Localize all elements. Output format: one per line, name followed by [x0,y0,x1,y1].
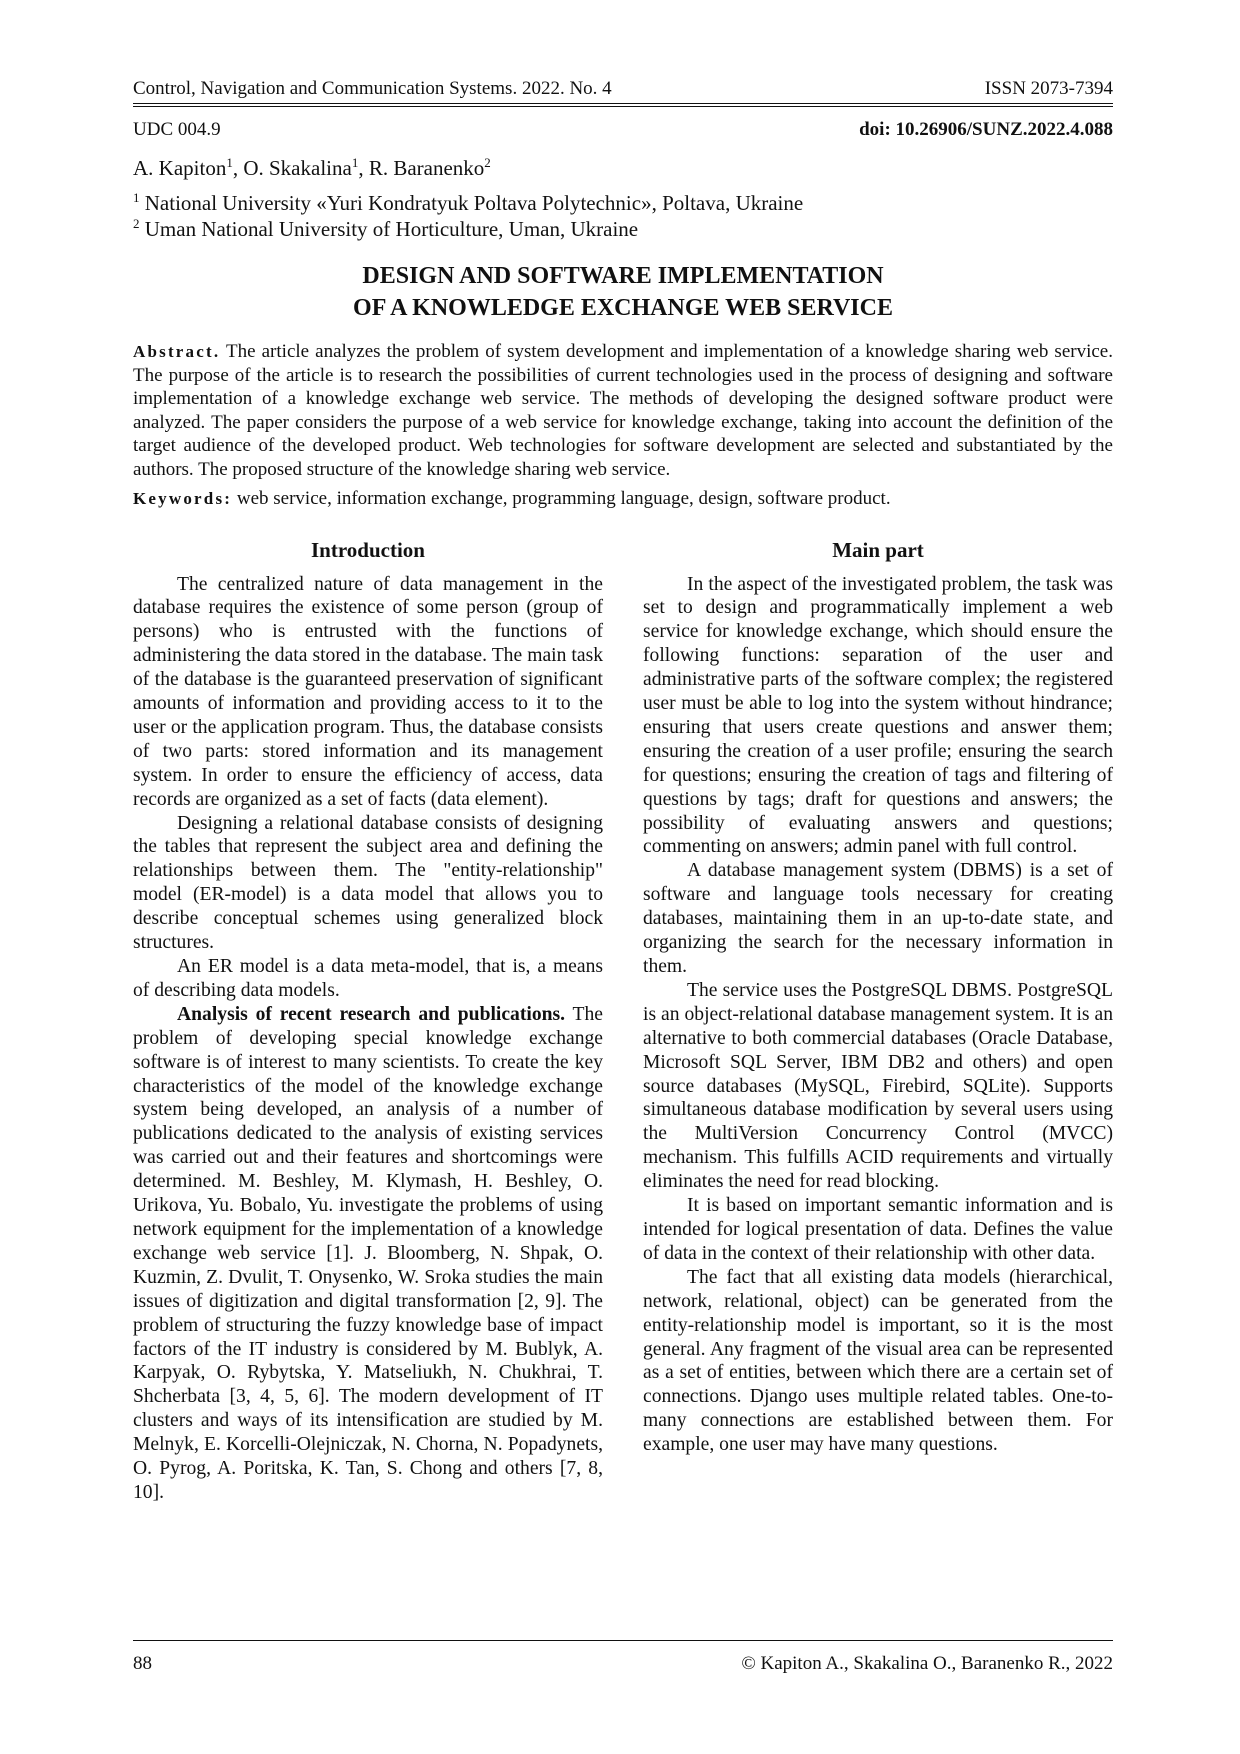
keywords-text: web service, information exchange, programming language, design, software product. [236,488,891,509]
keywords [133,487,1113,511]
issn: ISSN 2073-7394 [984,78,1113,99]
abstract-label: Abstract. [133,342,221,361]
affiliations [133,190,1113,242]
affiliation: $^1$ National University «Yuri Kondratyuk Poltava Polytechnic», Poltava, Ukraine [133,190,804,215]
footer-rule [133,1640,1113,1641]
header-rule [133,103,1113,104]
running-header [133,78,1113,100]
journal-name: Control, Navigation and Communication Systems. 2022. No. 4 [133,78,612,99]
paragraph: Analysis of recent research and publications. The problem of developing special knowledge exchange software is of interest to many scientists. To create the key characteristics of the model of the knowledge exchange system being developed, an analysis of a number of publications dedicated to the analysis of existing services was carried out and their features and shortcomings were determined. M. Beshley, M. Klymash, H. Beshley, O. Urikova, Yu. Bobalo, Yu. investigate the problems of using network equipment for the implementation of a knowledge exchange web service [1]. J. Bloomberg, N. Shpak, O. Kuzmin, Z. Dvulit, T. Onysenko, W. Sroka studies the main issues of digitization and digital transformation [2, 9]. The problem of structuring the fuzzy knowledge base of impact factors of the IT industry is considered by M. Bublyk, A. Karpyak, O. Rybytska, Y. Matseliukh, N. Chukhrai, T. Shcherbata [3, 4, 5, 6]. The modern development of IT clusters and ways of its intensification are studied by M. Melnyk, E. Korcelli-Olejniczak, N. Chorna, N. Popadynets, O. Pyrog, A. Poritska, K. Tan, S. Chong and others [7, 8, 10]. [133,1003,603,1503]
paragraph: It is based on important semantic information and is intended for logical presentation of data. Defines the value of data in the context of their relationship with other data. [643,1195,1113,1264]
author: O. Skakalina$^1$, [243,155,369,180]
page-footer [133,1640,1113,1675]
paragraph: An ER model is a data meta-model, that is, a means of describing data models. [133,956,603,1001]
paper-title [133,260,1113,324]
header-rule-thin [133,106,1113,107]
udc-doi-row [133,119,1113,141]
author: R. Baranenko$^2$ [368,155,491,180]
author: A. Kapiton$^1$, [133,155,244,180]
paragraph: The centralized nature of data management in the database requires the existence of some person (group of persons) who is entrusted with the functions of administering the data stored in the database. The main task of the database is the guaranteed preservation of significant amounts of information and providing access to it to the user or the application program. Thus, the database consists of two parts: stored information and its management system. In order to ensure the efficiency of access, data records are organized as a set of facts (data element). [133,573,603,810]
subsection-heading: Analysis of recent research and publications. [177,1003,566,1025]
footer-row [133,1653,1113,1675]
paragraph: In the aspect of the investigated problem, the task was set to design and programmatically implement a web service for knowledge exchange, which should ensure the following functions: separation of the user and administrative parts of the software complex; the registered user must be able to log into the system without hindrance; ensuring that users create questions and answer them; ensuring the creation of a user profile; ensuring the search for questions; ensuring the creation of tags and filtering of questions by tags; draft for questions and answers; the possibility of evaluating answers and questions; commenting on answers; admin panel with full control. [643,573,1113,858]
udc: UDC 004.9 [133,119,221,140]
paragraph: A database management system (DBMS) is a set of software and language tools necessary for creating databases, maintaining them in an up-to-date state, and organizing the search for the necessary information in them. [643,860,1113,977]
title-line: DESIGN AND SOFTWARE IMPLEMENTATION [362,263,884,289]
body-columns [133,537,1113,1505]
copyright: © Kapiton A., Skakalina O., Baranenko R., 2022 [741,1653,1113,1674]
abstract-text: The article analyzes the problem of system development and implementation of a knowledge sharing web service. The purpose of the article is to research the possibilities of current technologies used in the process of designing and software implementation of a knowledge exchange web service. The methods of developing the designed software product were analyzed. The paper considers the purpose of a web service for knowledge exchange, taking into account the definition of the target audience of the developed product. Web technologies for software development are selected and substantiated by the authors. The proposed structure of the knowledge sharing web service. [133,341,1113,480]
paragraph: The service uses the PostgreSQL DBMS. PostgreSQL is an object-relational database management system. It is an alternative to both commercial databases (Oracle Database, Microsoft SQL Server, IBM DB2 and others) and open source databases (MySQL, Firebird, SQLite). Supports simultaneous database modification by several users using the MultiVersion Concurrency Control (MVCC) mechanism. This fulfills ACID requirements and virtually eliminates the need for read blocking. [643,979,1113,1193]
affiliation: $^2$ Uman National University of Horticulture, Uman, Ukraine [133,216,639,241]
paragraph: Designing a relational database consists of designing the tables that represent the subject area and defining the relationships between them. The "entity-relationship" model (ER-model) is a data model that allows you to describe conceptual schemes using generalized block structures. [133,812,603,954]
left-column [133,537,603,1505]
doi[interactable]: doi: 10.26906/SUNZ.2022.4.088 [859,119,1113,140]
section-heading-main-part: Main part [832,537,924,562]
author-list [133,155,1113,181]
title-line: OF A KNOWLEDGE EXCHANGE WEB SERVICE [353,295,893,321]
right-column [643,537,1113,1505]
abstract [133,340,1113,481]
page-number: 88 [133,1653,152,1674]
keywords-label: Keywords: [133,489,233,508]
paragraph: The fact that all existing data models (hierarchical, network, relational, object) can be generated from the entity-relationship model is important, so it is the most general. Any fragment of the visual area can be represented as a set of entities, between which there are a certain set of connections. Django uses multiple related tables. One-to-many connections are established between them. For example, one user may have many questions. [643,1266,1113,1456]
section-heading-introduction: Introduction [311,537,425,562]
page [133,78,1113,1505]
